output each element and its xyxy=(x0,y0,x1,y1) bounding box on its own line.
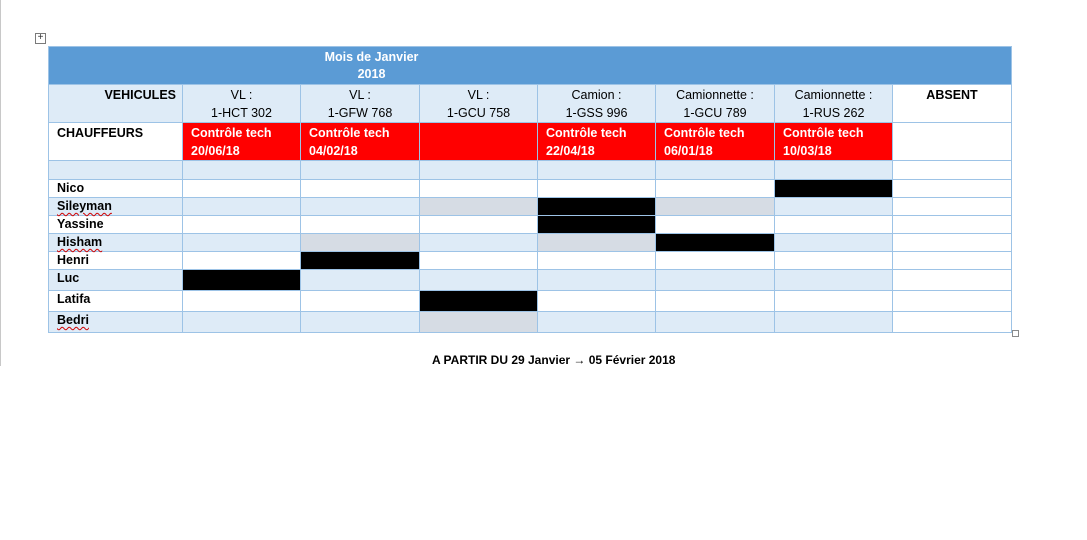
driver-row-sileyman xyxy=(49,198,1012,216)
title-row xyxy=(49,47,1012,85)
driver-row-bedri xyxy=(49,312,1012,333)
table-cell[interactable] xyxy=(301,270,420,291)
table-cell[interactable] xyxy=(183,198,301,216)
absent-cell[interactable] xyxy=(893,234,1012,252)
table-cell[interactable] xyxy=(775,198,893,216)
table-cell[interactable] xyxy=(183,161,301,180)
driver-name[interactable]: Luc xyxy=(49,270,183,291)
control-date: 06/01/18 xyxy=(664,144,713,158)
table-cell[interactable] xyxy=(301,291,420,312)
absent-cell[interactable] xyxy=(893,198,1012,216)
driver-row-henri xyxy=(49,252,1012,270)
month-title-line1: Mois de Janvier xyxy=(324,50,419,64)
driver-name[interactable]: Henri xyxy=(49,252,183,270)
control-cell-5[interactable] xyxy=(656,123,775,161)
table-cell[interactable] xyxy=(538,270,656,291)
table-cell[interactable] xyxy=(538,291,656,312)
vehicle-cell-2[interactable] xyxy=(301,85,420,123)
table-cell[interactable] xyxy=(656,312,775,333)
table-cell[interactable] xyxy=(775,270,893,291)
driver-row-yassine xyxy=(49,216,1012,234)
table-cell[interactable] xyxy=(775,216,893,234)
vehicle-type: VL : xyxy=(349,88,371,102)
control-cell-1[interactable] xyxy=(183,123,301,161)
driver-name[interactable]: Nico xyxy=(49,180,183,198)
vehicle-plate: 1-RUS 262 xyxy=(802,106,865,120)
month-title[interactable] xyxy=(49,47,1012,85)
driver-row-luc xyxy=(49,270,1012,291)
table-cell[interactable] xyxy=(420,312,538,333)
control-label: Contrôle tech xyxy=(664,126,745,140)
table-cell[interactable] xyxy=(420,198,538,216)
vehicle-type: VL : xyxy=(230,88,253,102)
absent-cell[interactable] xyxy=(893,180,1012,198)
table-cell[interactable] xyxy=(538,312,656,333)
period-footer xyxy=(432,353,702,367)
table-cell[interactable] xyxy=(183,216,301,234)
absent-cell[interactable] xyxy=(893,291,1012,312)
technical-control-row xyxy=(49,123,1012,161)
vehicle-plate: 1-GSS 996 xyxy=(565,106,628,120)
table-cell[interactable] xyxy=(656,291,775,312)
table-cell[interactable] xyxy=(183,234,301,252)
vehicles-label[interactable]: VEHICULES xyxy=(49,85,183,123)
table-cell[interactable] xyxy=(656,198,775,216)
period-footer-text: A PARTIR DU 29 Janvier → 05 Février 2018 xyxy=(432,353,676,367)
table-cell[interactable] xyxy=(301,198,420,216)
driver-name-text: Sileyman xyxy=(57,199,112,213)
driver-name-text: Bedri xyxy=(57,313,89,327)
table-cell[interactable] xyxy=(420,180,538,198)
table-cell[interactable] xyxy=(775,252,893,270)
control-date: 22/04/18 xyxy=(546,144,595,158)
assigned-cell[interactable] xyxy=(775,180,893,198)
vehicle-type: Camion : xyxy=(571,88,622,102)
vehicle-planning-table xyxy=(48,46,1012,333)
vehicle-plate: 1-GCU 758 xyxy=(446,106,511,120)
table-cell[interactable] xyxy=(656,180,775,198)
table-cell[interactable] xyxy=(656,252,775,270)
table-cell[interactable] xyxy=(420,216,538,234)
table-cell[interactable] xyxy=(775,234,893,252)
table-cell[interactable] xyxy=(656,161,775,180)
vehicle-cell-4[interactable] xyxy=(538,85,656,123)
absent-cell[interactable] xyxy=(893,270,1012,291)
assigned-cell[interactable] xyxy=(656,234,775,252)
control-cell-6[interactable] xyxy=(775,123,893,161)
table-cell[interactable] xyxy=(420,234,538,252)
control-label: Contrôle tech xyxy=(783,126,864,140)
absent-cell[interactable] xyxy=(893,123,1012,161)
table-move-handle-icon[interactable]: + xyxy=(35,33,46,44)
control-label: Contrôle tech xyxy=(309,126,390,140)
control-cell-4[interactable] xyxy=(538,123,656,161)
table-cell[interactable] xyxy=(183,180,301,198)
table-cell[interactable] xyxy=(420,161,538,180)
table-cell[interactable] xyxy=(538,161,656,180)
absent-header[interactable]: ABSENT xyxy=(893,85,1012,123)
driver-name[interactable]: Yassine xyxy=(49,216,183,234)
vehicle-cell-3[interactable] xyxy=(420,85,538,123)
table-cell[interactable] xyxy=(656,270,775,291)
vehicle-type: Camionnette : xyxy=(676,88,754,102)
absent-cell[interactable] xyxy=(893,216,1012,234)
control-date: 20/06/18 xyxy=(191,144,240,158)
page-edge xyxy=(0,0,1,366)
vehicle-type: Camionnette : xyxy=(794,88,873,102)
vehicle-plate: 1-GCU 789 xyxy=(683,106,747,120)
absent-cell[interactable] xyxy=(893,312,1012,333)
table-cell[interactable] xyxy=(183,312,301,333)
driver-name[interactable]: Latifa xyxy=(49,291,183,312)
control-date: 10/03/18 xyxy=(783,144,832,158)
table-cell[interactable] xyxy=(538,180,656,198)
assigned-cell[interactable] xyxy=(420,291,538,312)
vehicle-type: VL : xyxy=(467,88,490,102)
driver-name-text: Hisham xyxy=(57,235,103,249)
vehicle-cell-1[interactable] xyxy=(183,85,301,123)
table-cell[interactable] xyxy=(420,270,538,291)
absent-cell[interactable] xyxy=(893,161,1012,180)
table-cell[interactable] xyxy=(49,161,183,180)
driver-name[interactable] xyxy=(49,198,183,216)
control-label: Contrôle tech xyxy=(546,126,627,140)
table-cell[interactable] xyxy=(301,180,420,198)
vehicle-cell-6[interactable] xyxy=(775,85,893,123)
driver-row-nico xyxy=(49,180,1012,198)
table-cell[interactable] xyxy=(538,252,656,270)
table-resize-handle[interactable] xyxy=(1012,330,1019,337)
assigned-cell[interactable] xyxy=(183,270,301,291)
vehicle-plate: 1-GFW 768 xyxy=(327,106,393,120)
absent-cell[interactable] xyxy=(893,252,1012,270)
table-cell[interactable] xyxy=(775,291,893,312)
driver-name[interactable] xyxy=(49,312,183,333)
table-cell[interactable] xyxy=(301,161,420,180)
table-cell[interactable] xyxy=(301,234,420,252)
driver-row-hisham xyxy=(49,234,1012,252)
vehicles-row xyxy=(49,85,1012,123)
driver-name[interactable] xyxy=(49,234,183,252)
table-cell[interactable] xyxy=(420,252,538,270)
table-cell[interactable] xyxy=(301,216,420,234)
month-title-line2: 2018 xyxy=(357,67,386,81)
table-cell[interactable] xyxy=(183,291,301,312)
table-cell[interactable] xyxy=(775,161,893,180)
table-cell[interactable] xyxy=(656,216,775,234)
table-cell[interactable] xyxy=(183,252,301,270)
table-cell[interactable] xyxy=(538,234,656,252)
assigned-cell[interactable] xyxy=(301,252,420,270)
vehicle-plate: 1-HCT 302 xyxy=(211,106,272,120)
control-date: 04/02/18 xyxy=(309,144,358,158)
driver-row-latifa xyxy=(49,291,1012,312)
table-cell[interactable] xyxy=(301,312,420,333)
control-label: Contrôle tech xyxy=(191,126,272,140)
control-cell-3[interactable] xyxy=(420,123,538,161)
assigned-cell[interactable] xyxy=(538,216,656,234)
table-cell[interactable] xyxy=(775,312,893,333)
drivers-label[interactable]: CHAUFFEURS xyxy=(49,123,183,161)
assigned-cell[interactable] xyxy=(538,198,656,216)
spacer-row xyxy=(49,161,1012,180)
vehicle-cell-5[interactable] xyxy=(656,85,775,123)
control-cell-2[interactable] xyxy=(301,123,420,161)
